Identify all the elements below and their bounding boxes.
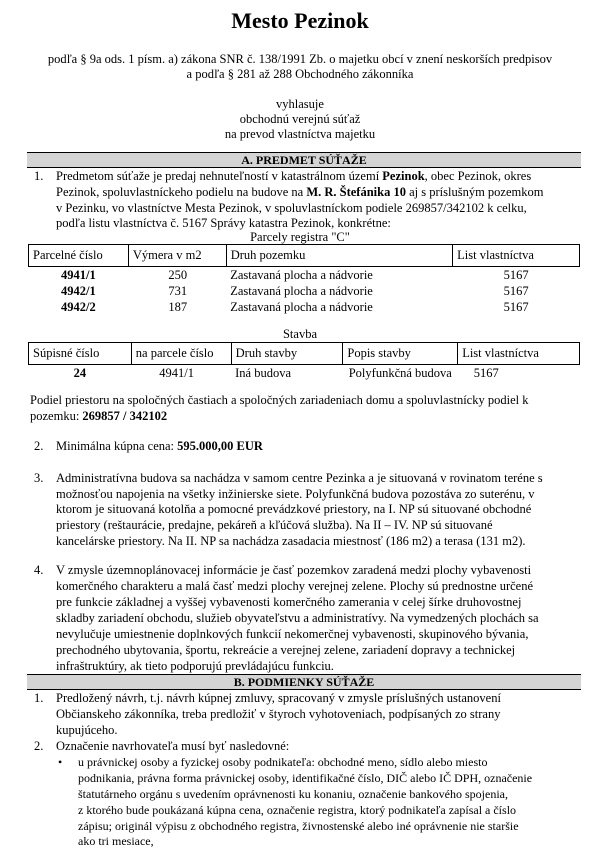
parcels-table-caption: Parcely registra "C": [250, 230, 350, 244]
building-table: [28, 342, 580, 381]
table-cell: Iná budova: [235, 366, 292, 380]
column-header: na parcele číslo: [131, 343, 231, 365]
minimum-price-line: Minimálna kúpna cena: 595.000,00 EUR: [56, 439, 263, 453]
item-a4-line-1: V zmysle územnoplánovacej informácie je časť pozemkov zaradená medzi plochy vybavenosti: [56, 563, 532, 577]
table-cell: 5167: [503, 284, 529, 298]
table-row: [29, 365, 580, 382]
table-cell: 4942/1: [61, 284, 96, 298]
item-b1-line-1: Predložený návrh, t.j. návrh kúpnej zmluvy, spracovaný v zmysle príslušných ustanovení: [56, 691, 501, 705]
bullet-icon: •: [58, 755, 63, 769]
table-cell: 4941/1: [61, 268, 96, 282]
column-header: List vlastníctva: [453, 245, 580, 267]
item-b1-line-2: Občianskeho zákonníka, treba predložiť v štyroch vyhotoveniach, podpísaných zo strany: [56, 707, 501, 721]
item-b2-text: Označenie navrhovateľa musí byť nasledovné:: [56, 739, 290, 753]
parcels-table: [28, 244, 580, 315]
table-row: [29, 299, 580, 315]
item-b1-line-3: kupujúceho.: [56, 723, 118, 737]
table-cell: 250: [168, 268, 188, 282]
item-a4-line-5: nevylučuje umiestnenie doplnkových funkcií nekomerčnej vybavenosti, skupinového bývania,: [56, 627, 529, 641]
announcement-line-1: vyhlasuje: [276, 97, 324, 111]
item-b1-number: 1.: [34, 691, 44, 705]
bullet-line-1: u právnickej osoby a fyzickej osoby podnikateľa: obchodné meno, sídlo alebo miesto: [78, 755, 488, 769]
item-a4-line-2: komerčného charakteru a malá časť medzi plochy verejnej zelene. Plochy sú prednostne určené: [56, 579, 534, 593]
column-header: Popis stavby: [343, 343, 458, 365]
column-header: Druh pozemku: [226, 245, 452, 267]
item-b2-number: 2.: [34, 739, 44, 753]
share-text-line-1: Podiel priestoru na spoločných častiach a spoločných zariadeniach domu a spoluvlastnícky podiel k: [30, 393, 529, 407]
item-a3-line-1: Administratívna budova sa nachádza v samom centre Pezinka a je situovaná v rovinatom teréne s: [56, 471, 543, 485]
item-a1-line-2: Pezinok, spoluvlastníckeho podielu na budove na M. R. Štefánika 10 aj s príslušným pozemkom: [56, 185, 544, 199]
item-a4-line-3: pre funkcie základnej a vyššej vybavenosti komerčného zamerania v celej šírke druhovostnej: [56, 595, 522, 609]
building-table-header: [29, 343, 580, 365]
parcels-table-header: [29, 245, 580, 267]
table-row: [29, 267, 580, 284]
table-cell: 4942/2: [61, 300, 96, 314]
share-text-line-2: pozemku: 269857 / 342102: [30, 409, 168, 423]
item-a4-number: 4.: [34, 563, 44, 577]
building-table-caption: Stavba: [282, 327, 318, 341]
item-a1-number: 1.: [34, 169, 44, 183]
bullet-line-6: ako tri mesiace,: [78, 834, 154, 848]
section-a-heading: A. PREDMET SÚŤAŽE: [27, 152, 581, 168]
bullet-line-5: zápisu; originál výpisu z obchodného registra, živnostenské alebo iné oprávnenie nie staršie: [78, 819, 519, 833]
table-row: [29, 283, 580, 299]
item-a4-line-4: skladby zariadení obchodu, služieb obyvateľstvu a administratívy. Na vymedzených plochách sa: [56, 611, 539, 625]
item-a3-number: 3.: [34, 471, 44, 485]
bullet-line-4: z ktorého bude poukázaná kúpna cena, označenie registra, ktorý podnikateľa zapísal a číslo: [78, 803, 517, 817]
column-header: Druh stavby: [231, 343, 343, 365]
item-a4-line-6: prechodného ubytovania, športu, rekreácie a verejnej zelene, zariadení dopravy a technickej: [56, 643, 516, 657]
item-a3-line-4: priestory (reštaurácie, predajne, pekáreň a kľúčová služba). Na II – IV. NP sú situované: [56, 518, 493, 532]
bullet-line-2: podnikania, právna forma právnickej osoby, identifikačné číslo, DIČ alebo IČ DPH, označenie: [78, 771, 533, 785]
table-cell: Zastavaná plocha a nádvorie: [230, 300, 373, 314]
bullet-line-3: štatutárneho orgánu s uvedením oprávnenosti ku konaniu, označenie bankového spojenia,: [78, 787, 508, 801]
announcement-line-2: obchodnú verejnú súťaž: [239, 112, 361, 126]
table-cell: 187: [168, 300, 188, 314]
table-cell: 5167: [473, 366, 499, 380]
table-cell: 731: [168, 284, 188, 298]
item-a3-line-2: možnosťou napojenia na všetky inžinierske siete. Polyfunkčná budova pozostáva zo suterénu, v: [56, 487, 535, 501]
table-cell: Polyfunkčná budova: [348, 366, 452, 380]
column-header: List vlastníctva: [458, 343, 580, 365]
column-header: Výmera v m2: [128, 245, 226, 267]
table-cell: 5167: [503, 300, 529, 314]
item-a4-line-7: infraštruktúry, ak tieto podporujú prevládajúcu funkciu.: [56, 659, 334, 673]
table-cell: 24: [73, 366, 87, 380]
table-cell: Zastavaná plocha a nádvorie: [230, 284, 373, 298]
announcement-line-3: na prevod vlastníctva majetku: [224, 127, 376, 141]
item-a3-line-5: kancelárske priestory. Na II. NP sa nachádza zasadacia miestnosť (186 m2) a terasa (131 m2).: [56, 534, 526, 548]
legal-basis-line-2: a podľa § 281 až 288 Obchodného zákonníka: [186, 67, 414, 81]
item-a2-number: 2.: [34, 439, 44, 453]
table-cell: 5167: [503, 268, 529, 282]
document-title: Mesto Pezinok: [231, 8, 369, 33]
item-a3-line-3: ktorom je situovaná kotolňa a pomocné prevádzkové priestory, na I. NP sú situované obchodné: [56, 502, 532, 516]
item-a1-line-1: Predmetom súťaže je predaj nehnuteľností v katastrálnom území Pezinok, obec Pezinok, okres: [56, 169, 532, 183]
column-header: Súpisné číslo: [29, 343, 132, 365]
section-b-heading: B. PODMIENKY SÚŤAŽE: [27, 674, 581, 690]
item-a1-line-4: podľa listu vlastníctva č. 5167 Správy katastra Pezinok, konkrétne:: [56, 216, 391, 230]
table-cell: Zastavaná plocha a nádvorie: [230, 268, 373, 282]
legal-basis-line-1: podľa § 9a ods. 1 písm. a) zákona SNR č. 138/1991 Zb. o majetku obcí v znení neskorších predpisov: [47, 52, 553, 66]
item-a1-line-3: v Pezinku, vo vlastníctve Mesta Pezinok, v spoluvlastníckom podiele 269857/342102 k celku,: [56, 201, 527, 215]
table-cell: 4941/1: [159, 366, 195, 380]
column-header: Parcelné číslo: [29, 245, 129, 267]
